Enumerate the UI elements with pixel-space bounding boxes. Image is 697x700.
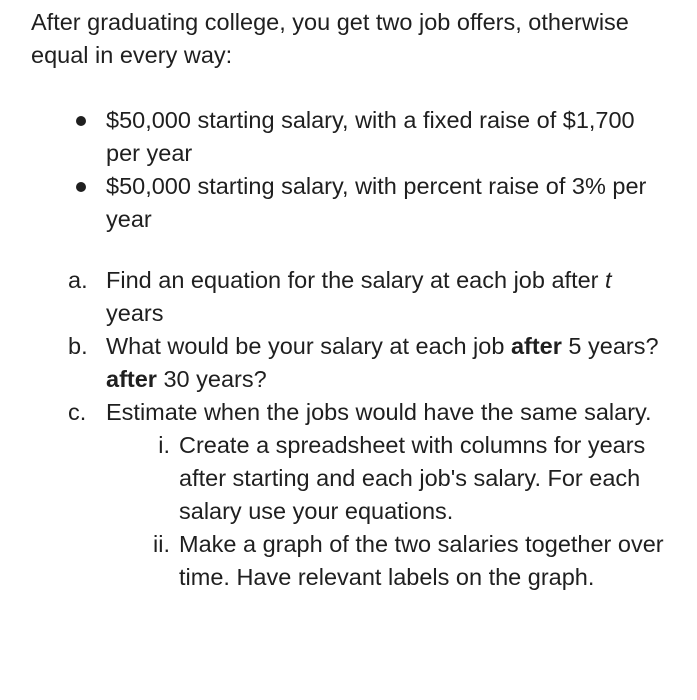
part-a-text <box>106 267 612 326</box>
part-b-bold-1: after <box>510 333 562 359</box>
subpart-ii-text: Make a graph of the two salaries together over time. Have relevant labels on the graph. <box>179 531 664 590</box>
job-offer-2 <box>31 170 671 236</box>
part-b <box>31 330 671 396</box>
subpart-i-marker: i. <box>158 432 170 458</box>
part-c-subparts <box>106 429 671 594</box>
part-c-marker: c. <box>68 399 87 425</box>
part-b-text <box>106 333 659 392</box>
part-b-text-1: What would be your salary at each job <box>106 333 511 359</box>
bullet-icon <box>76 116 86 126</box>
subpart-ii <box>106 528 671 594</box>
part-a-text-end: years <box>106 300 164 326</box>
part-b-text-3: 30 years? <box>156 366 267 392</box>
subpart-i <box>106 429 671 528</box>
part-b-bold-2: after <box>106 366 157 392</box>
job-offer-list <box>31 104 671 236</box>
bullet-icon <box>76 182 86 192</box>
part-c-text: Estimate when the jobs would have the same salary. <box>106 399 652 425</box>
part-a-marker: a. <box>68 267 88 293</box>
subpart-i-text: Create a spreadsheet with columns for years after starting and each job's salary. For each salary use your equations. <box>179 432 646 524</box>
variable-t: t <box>605 267 612 293</box>
intro-paragraph: After graduating college, you get two job offers, otherwise equal in every way: <box>31 9 629 68</box>
part-b-marker: b. <box>68 333 88 359</box>
part-b-text-2: 5 years? <box>561 333 659 359</box>
subpart-ii-marker: ii. <box>153 531 170 557</box>
question-parts <box>31 264 671 594</box>
job-offer-1 <box>31 104 671 170</box>
problem-page <box>31 6 671 594</box>
job-offer-2-text: $50,000 starting salary, with percent raise of 3% per year <box>106 173 647 232</box>
job-offer-1-text: $50,000 starting salary, with a fixed raise of $1,700 per year <box>106 107 635 166</box>
part-c <box>31 396 671 594</box>
part-a <box>31 264 671 330</box>
part-a-text-start: Find an equation for the salary at each job after <box>106 267 606 293</box>
